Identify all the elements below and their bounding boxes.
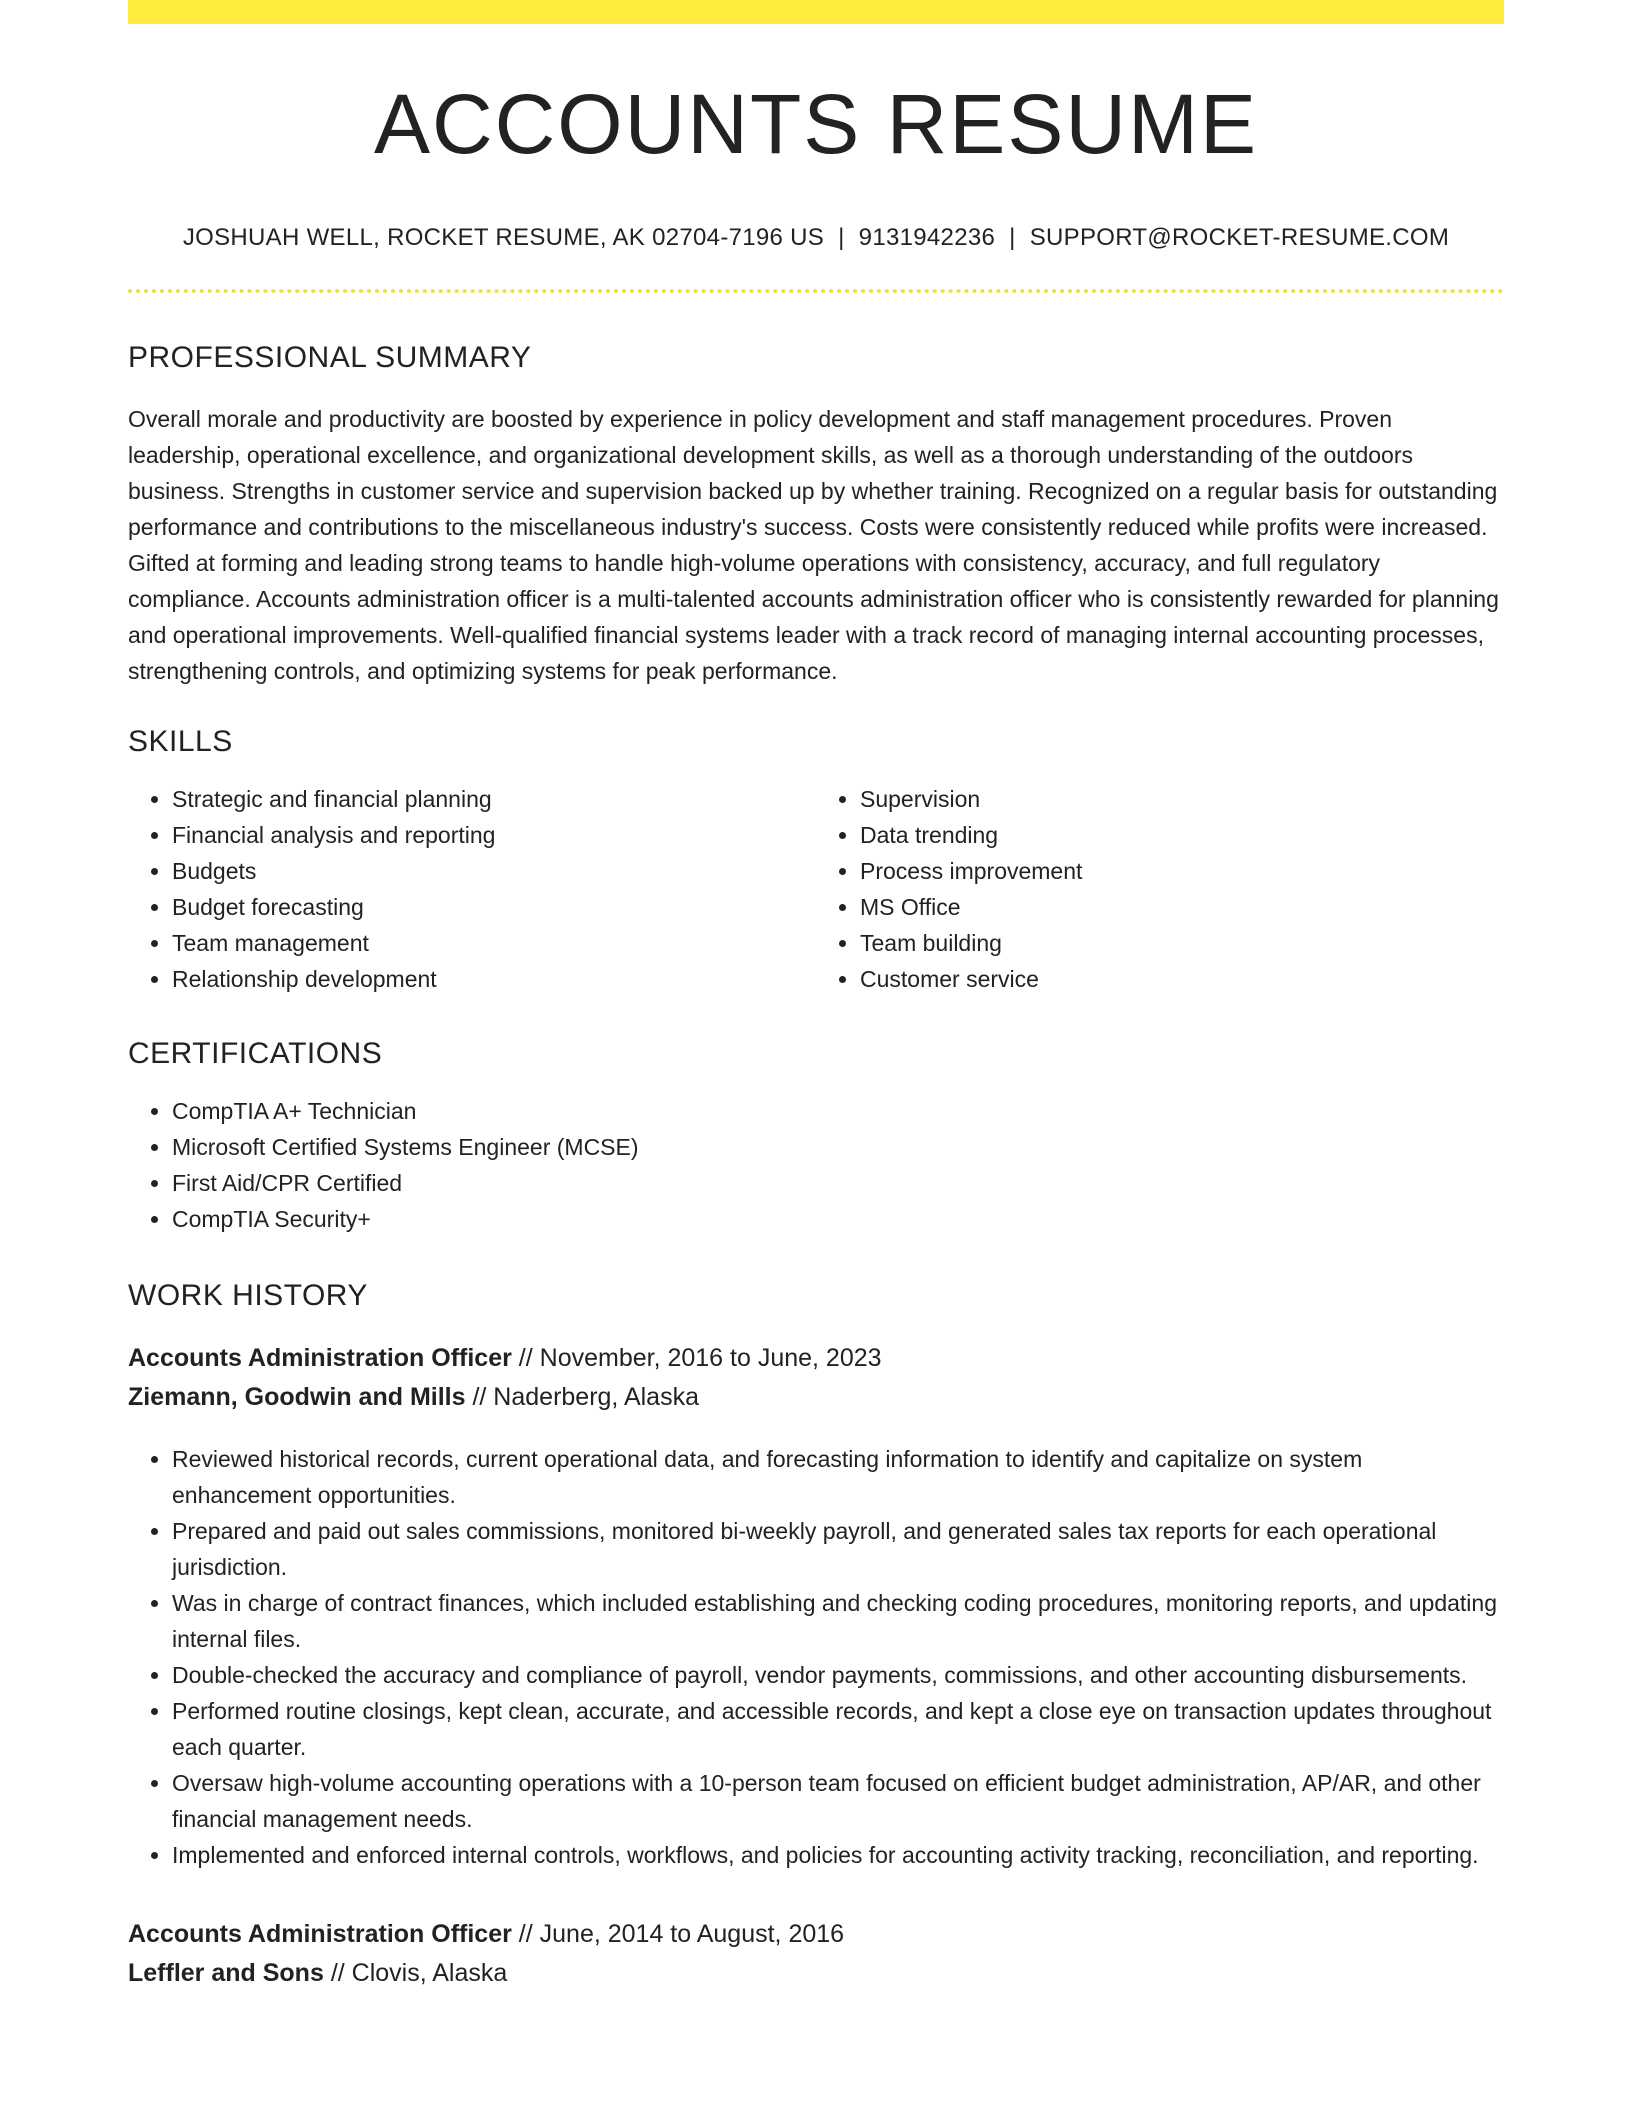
job-dates: // November, 2016 to June, 2023 (518, 1344, 882, 1372)
job-bullet: • Reviewed historical records, current operational data, and forecasting information to identify and capitalize on system enhancement opportunities. (172, 1441, 1504, 1513)
summary-heading: PROFESSIONAL SUMMARY (128, 341, 532, 374)
job-company: Ziemann, Goodwin and Mills (128, 1383, 466, 1411)
contact-line (128, 224, 1504, 252)
skill-item: • Budgets (172, 853, 816, 889)
certification-item: • CompTIA Security+ (172, 1201, 1504, 1237)
job-bullet: • Was in charge of contract finances, which included establishing and checking coding procedures, monitoring reports, and updating internal files. (172, 1585, 1504, 1657)
job-location: // Clovis, Alaska (330, 1959, 508, 1987)
certifications-list (128, 1093, 1504, 1237)
job-bullet: • Double-checked the accuracy and compliance of payroll, vendor payments, commissions, and other accounting disbursements. (172, 1657, 1504, 1693)
summary-text: Overall morale and productivity are boosted by experience in policy development and staff management procedures. Proven leadership, operational excellence, and organizational development skills, as well as a thorough understanding of the outdoors business. Strengths in customer service and supervision backed up by whether training. Recognized on a regular basis for outstanding performance and contributions to the miscellaneous industry's success. Costs were consistently reduced while profits were increased. Gifted at forming and leading strong teams to handle high-volume operations with consistency, accuracy, and full regulatory compliance. Accounts administration officer is a multi-talented accounts administration officer who is consistently rewarded for planning and operational improvements. Well-qualified financial systems leader with a track record of managing internal accounting processes, strengthening controls, and optimizing systems for peak performance. (128, 406, 1499, 684)
skill-item: • Financial analysis and reporting (172, 817, 816, 853)
job-bullets (128, 1441, 1504, 1873)
contact-phone: 9131942236 (858, 224, 996, 251)
job-bullet: • Prepared and paid out sales commissions, monitored bi-weekly payroll, and generated sales tax reports for each operational jurisdiction. (172, 1513, 1504, 1585)
resume-title: ACCOUNTS RESUME (373, 77, 1259, 171)
resume-page (128, 0, 1504, 1993)
job-header (128, 1915, 1504, 1993)
contact-separator: | (1009, 224, 1016, 251)
work-history-heading: WORK HISTORY (128, 1279, 368, 1312)
skill-item: • Budget forecasting (172, 889, 816, 925)
job-entry (128, 1339, 1504, 1873)
job-header (128, 1339, 1504, 1417)
job-title: Accounts Administration Officer (128, 1344, 512, 1372)
skill-item: • Supervision (860, 781, 1504, 817)
job-title: Accounts Administration Officer (128, 1920, 512, 1948)
certifications-heading: CERTIFICATIONS (128, 1037, 383, 1070)
skill-item: • Data trending (860, 817, 1504, 853)
contact-address: JOSHUAH WELL, ROCKET RESUME, AK 02704-7196 US (182, 224, 825, 251)
certification-item: • First Aid/CPR Certified (172, 1165, 1504, 1201)
job-bullet: • Oversaw high-volume accounting operations with a 10-person team focused on efficient budget administration, AP/AR, and other financial management needs. (172, 1765, 1504, 1837)
certification-item: • CompTIA A+ Technician (172, 1093, 1504, 1129)
job-bullet: • Implemented and enforced internal controls, workflows, and policies for accounting activity tracking, reconciliation, and reporting. (172, 1837, 1504, 1873)
skills-heading: SKILLS (128, 725, 233, 758)
certification-item: • Microsoft Certified Systems Engineer (MCSE) (172, 1129, 1504, 1165)
skill-item: • Process improvement (860, 853, 1504, 889)
skill-item: • Team building (860, 925, 1504, 961)
skill-item: • Customer service (860, 961, 1504, 997)
contact-separator: | (838, 224, 845, 251)
job-company: Leffler and Sons (128, 1959, 324, 1987)
accent-top-bar (128, 0, 1504, 24)
dotted-divider (128, 289, 1504, 293)
skill-item: • MS Office (860, 889, 1504, 925)
skills-list-left (128, 781, 816, 997)
skills-columns (128, 781, 1504, 997)
contact-email: SUPPORT@ROCKET-RESUME.COM (1029, 224, 1450, 251)
skill-item: • Team management (172, 925, 816, 961)
skill-item: • Relationship development (172, 961, 816, 997)
job-bullet: • Performed routine closings, kept clean, accurate, and accessible records, and kept a close eye on transaction updates throughout each quarter. (172, 1693, 1504, 1765)
skill-item: • Strategic and financial planning (172, 781, 816, 817)
skills-list-right (816, 781, 1504, 997)
job-location: // Naderberg, Alaska (472, 1383, 699, 1411)
job-dates: // June, 2014 to August, 2016 (518, 1920, 845, 1948)
job-entry (128, 1915, 1504, 1993)
